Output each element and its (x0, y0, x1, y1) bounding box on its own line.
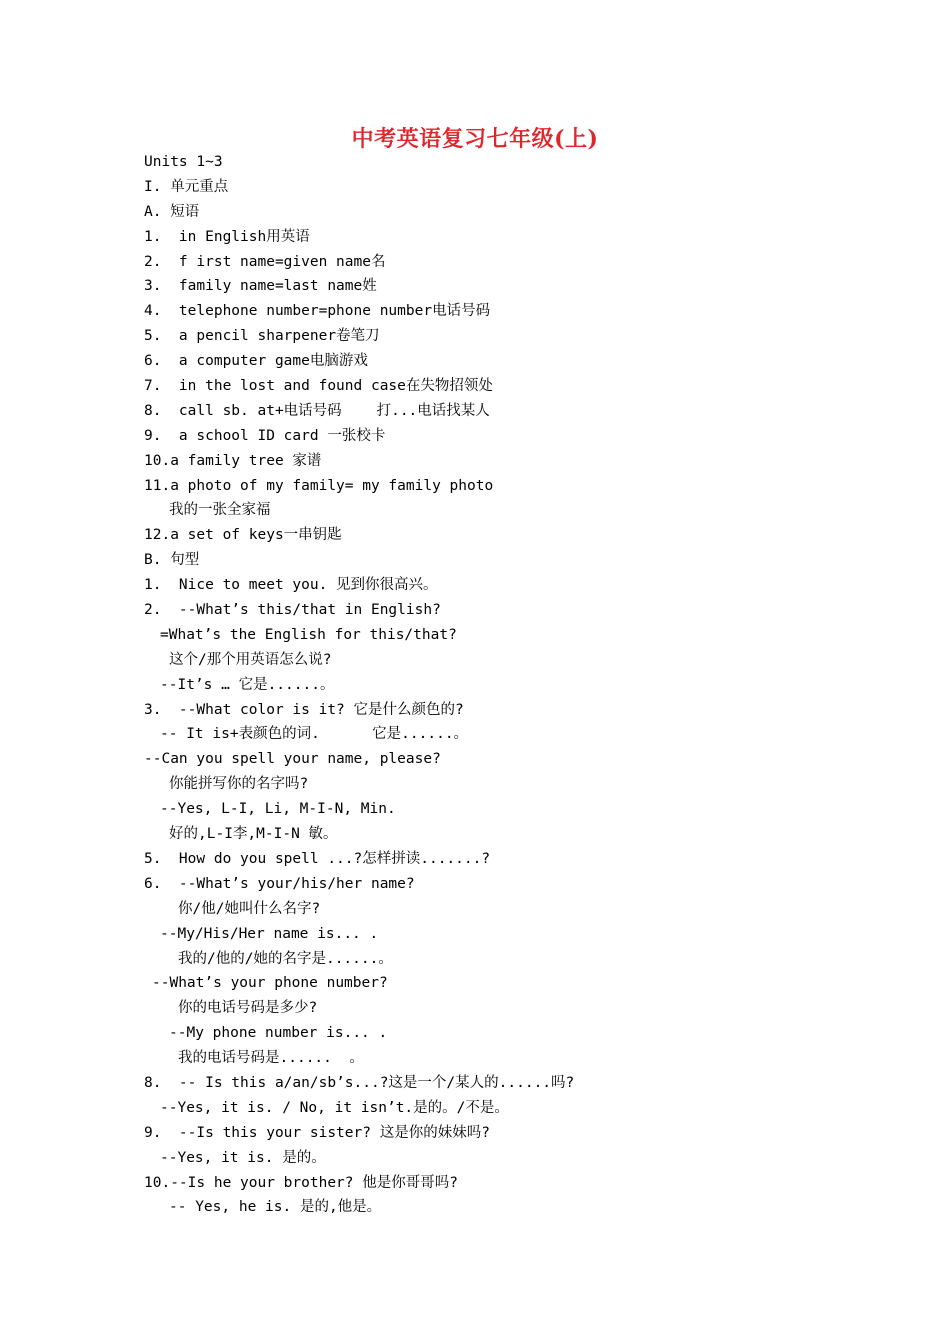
text-line: 3. family name=last name姓 (144, 278, 377, 295)
text-line: A. 短语 (144, 203, 200, 220)
text-line: 2. --What’s this/that in English? (144, 602, 441, 619)
text-line: I. 单元重点 (144, 178, 229, 195)
text-line: 8. call sb. at+电话号码 打...电话找某人 (144, 402, 490, 419)
text-line: 3. --What color is it? 它是什么颜色的? (144, 701, 464, 718)
text-line: 我的一张全家福 (169, 502, 271, 519)
text-line: =What’s the English for this/that? (160, 626, 457, 643)
text-line: 11.a photo of my family= my family photo (144, 477, 494, 494)
text-line: Units 1~3 (144, 154, 223, 170)
text-line: 2. f irst name=given name名 (144, 253, 386, 270)
text-line: --Yes, it is. 是的。 (160, 1149, 326, 1166)
text-line: 好的,L-I李,M-I-N 敏。 (169, 826, 338, 843)
text-line: 7. in the lost and found case在失物招领处 (144, 378, 493, 395)
text-line: -- Yes, he is. 是的,他是。 (169, 1199, 382, 1216)
text-line: 8. -- Is this a/an/sb’s...?这是一个/某人的......吗? (144, 1074, 575, 1091)
text-line: --My/His/Her name is... . (160, 925, 379, 942)
text-line: --Yes, it is. / No, it isn’t.是的。/不是。 (160, 1099, 509, 1116)
text-line: --My phone number is... . (169, 1025, 388, 1042)
text-line: 6. a computer game电脑游戏 (144, 353, 368, 370)
text-line: 我的/他的/她的名字是......。 (178, 950, 393, 967)
text-line: 1. Nice to meet you. 见到你很高兴。 (144, 577, 438, 594)
text-line: 你的电话号码是多少? (178, 1000, 318, 1017)
text-line: --It’s … 它是......。 (160, 676, 335, 693)
text-line: --Can you spell your name, please? (144, 751, 441, 768)
text-line: 这个/那个用英语怎么说? (169, 651, 332, 668)
text-line: 12.a set of keys一串钥匙 (144, 527, 342, 544)
text-line: -- It is+表颜色的词. 它是......。 (160, 726, 469, 743)
text-line: 9. a school ID card 一张校卡 (144, 427, 386, 444)
text-line: 9. --Is this your sister? 这是你的妹妹吗? (144, 1124, 490, 1141)
text-line: --Yes, L-I, Li, M-I-N, Min. (160, 801, 396, 818)
text-line: 5. How do you spell ...?怎样拼读.......? (144, 850, 491, 867)
text-line: --What’s your phone number? (152, 975, 388, 992)
text-line: 你/他/她叫什么名字? (178, 900, 321, 917)
document-body (144, 150, 904, 1220)
page-title: 中考英语复习七年级(上) (351, 126, 599, 152)
text-line: 1. in English用英语 (144, 228, 310, 245)
text-line: 6. --What’s your/his/her name? (144, 875, 415, 892)
text-line: 4. telephone number=phone number电话号码 (144, 303, 491, 320)
text-line: B. 句型 (144, 552, 200, 569)
text-line: 我的电话号码是...... 。 (178, 1050, 364, 1067)
text-line: 10.a family tree 家谱 (144, 452, 322, 469)
text-line: 你能拼写你的名字吗? (169, 776, 309, 793)
text-line: 10.--Is he your brother? 他是你哥哥吗? (144, 1174, 458, 1191)
text-line: 5. a pencil sharpener卷笔刀 (144, 328, 380, 345)
